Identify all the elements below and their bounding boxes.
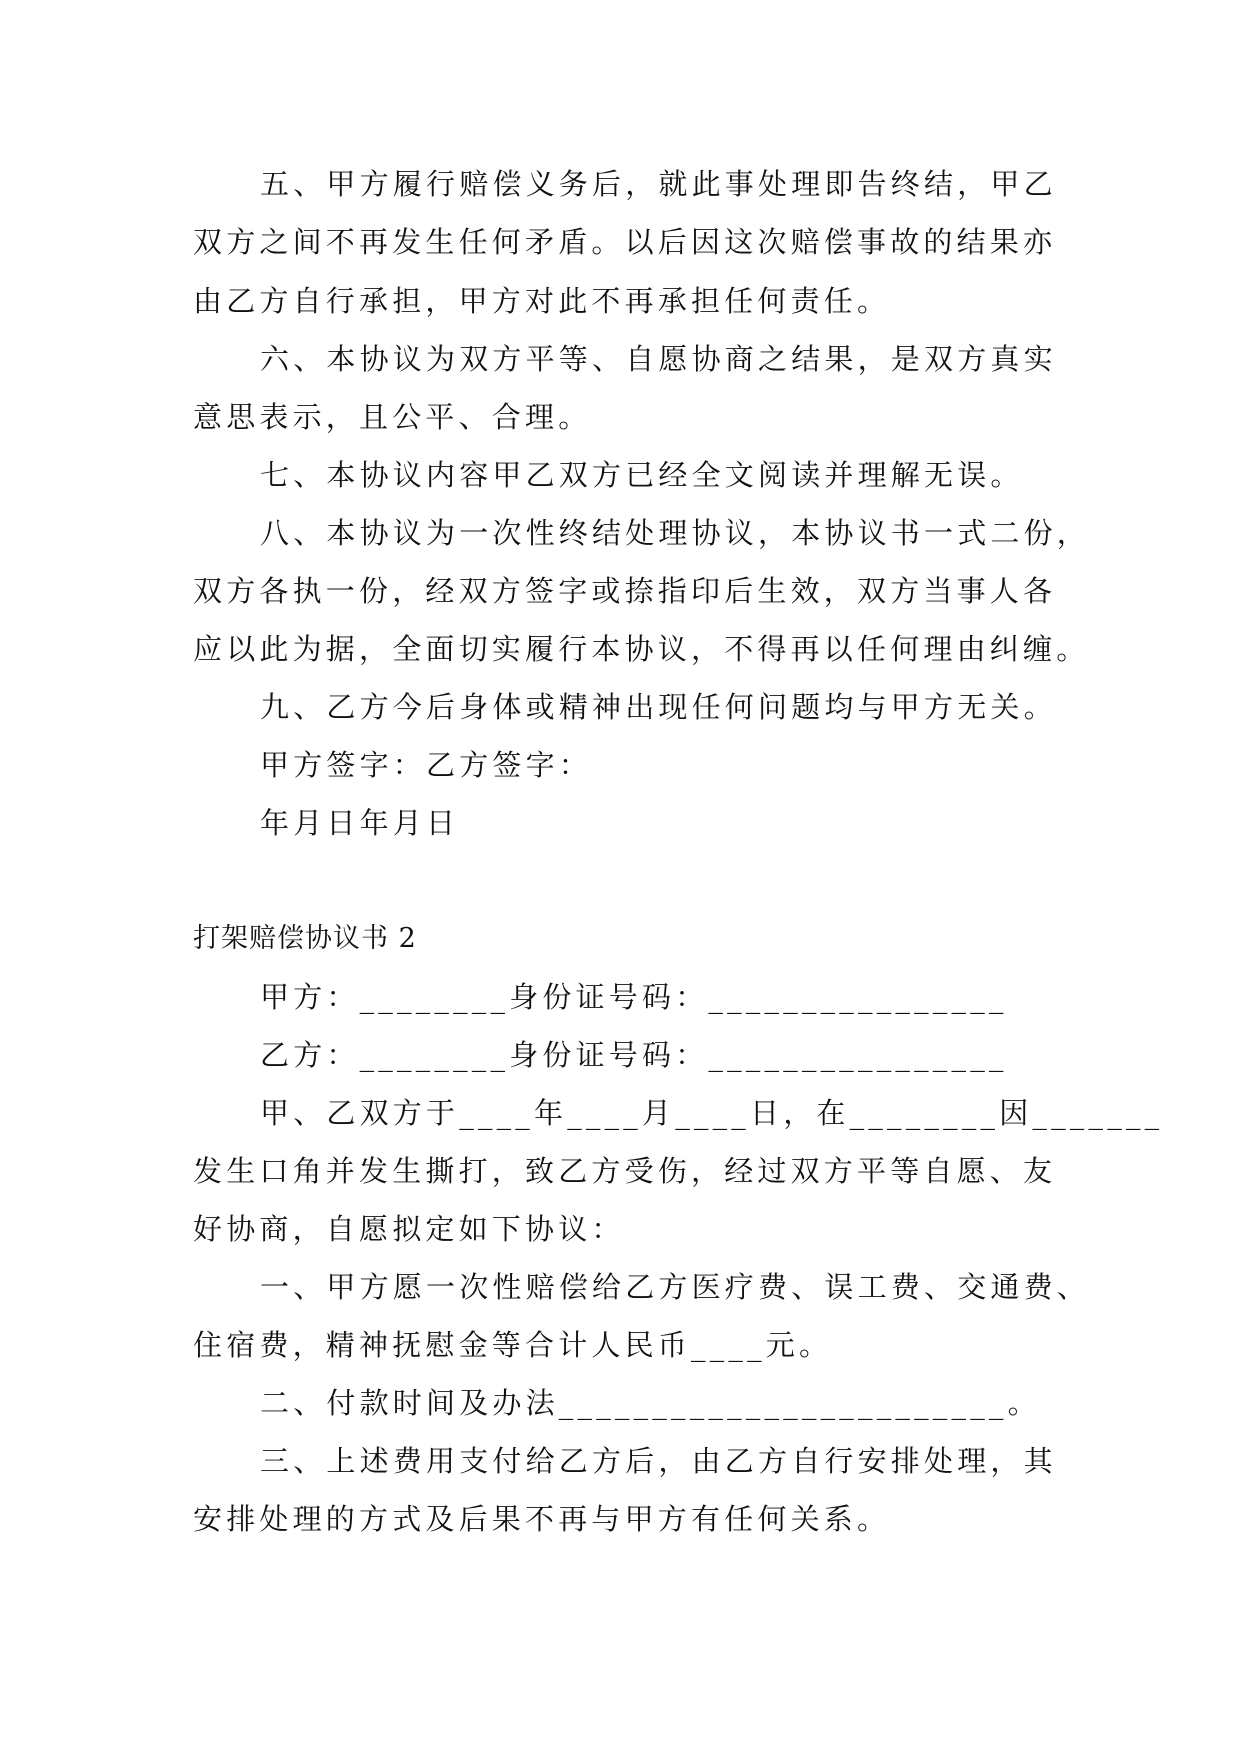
clause-5-line-1: 五、甲方履行赔偿义务后，就此事处理即告终结，甲乙 xyxy=(260,167,1057,201)
clause-6-line-2: 意思表示，且公平、合理。 xyxy=(193,400,592,434)
date-line: 年月日年月日 xyxy=(260,806,460,840)
clause-9: 九、乙方今后身体或精神出现任何问题均与甲方无关。 xyxy=(260,690,1057,724)
clause-5-line-2: 双方之间不再发生任何矛盾。以后因这次赔偿事故的结果亦 xyxy=(193,225,1057,259)
clause-8-line-2: 双方各执一份，经双方签字或捺指印后生效，双方当事人各 xyxy=(193,574,1057,608)
document-title: 打架赔偿协议书 2 xyxy=(193,923,417,954)
party-a-line: 甲方：________身份证号码：________________ xyxy=(260,980,1008,1014)
incident-line-3: 好协商，自愿拟定如下协议： xyxy=(193,1212,625,1246)
clause-3-line-2: 安排处理的方式及后果不再与甲方有任何关系。 xyxy=(193,1502,891,1536)
clause-2: 二、付款时间及办法________________________。 xyxy=(260,1386,1041,1420)
clause-8-line-1: 八、本协议为一次性终结处理协议，本协议书一式二份， xyxy=(260,516,1091,550)
clause-8-line-3: 应以此为据，全面切实履行本协议，不得再以任何理由纠缠。 xyxy=(193,632,1090,666)
clause-1-line-1: 一、甲方愿一次性赔偿给乙方医疗费、误工费、交通费、 xyxy=(260,1270,1091,1304)
party-b-line: 乙方：________身份证号码：________________ xyxy=(260,1038,1008,1072)
clause-5-line-3: 由乙方自行承担，甲方对此不再承担任何责任。 xyxy=(193,284,891,318)
incident-line-1: 甲、乙双方于____年____月____日，在________因_______ xyxy=(260,1096,1164,1130)
clause-7: 七、本协议内容甲乙双方已经全文阅读并理解无误。 xyxy=(260,458,1024,492)
clause-3-line-1: 三、上述费用支付给乙方后，由乙方自行安排处理，其 xyxy=(260,1444,1057,1478)
signature-line: 甲方签字：乙方签字： xyxy=(260,748,593,782)
incident-line-2: 发生口角并发生撕打，致乙方受伤，经过双方平等自愿、友 xyxy=(193,1154,1057,1188)
clause-6-line-1: 六、本协议为双方平等、自愿协商之结果，是双方真实 xyxy=(260,342,1057,376)
clause-1-line-2: 住宿费，精神抚慰金等合计人民币____元。 xyxy=(193,1328,833,1362)
